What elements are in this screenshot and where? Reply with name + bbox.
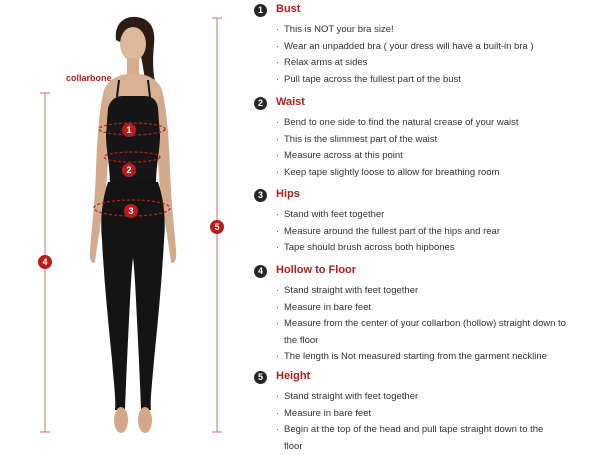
svg-text:3: 3: [128, 206, 133, 216]
list-item: · Keep tape slightly loose to allow for breathing room: [276, 165, 600, 182]
collarbone-label: collarbone: [66, 73, 112, 83]
marker-1: [122, 123, 136, 137]
section-title: Waist: [276, 96, 305, 108]
svg-text:1: 1: [126, 125, 131, 135]
list-item: · This is the slimmest part of the waist: [276, 132, 600, 149]
section-title: Hollow to Floor: [276, 264, 356, 276]
measurement-figure-panel: [0, 0, 250, 449]
instruction-list: [276, 22, 600, 88]
list-item: · Begin at the top of the head and pull tape straight down to the: [276, 422, 600, 439]
marker-5: [210, 220, 224, 234]
list-item: · Bend to one side to find the natural crease of your waist: [276, 115, 600, 132]
right-foot: [138, 407, 152, 433]
model-figure-illustration: [0, 0, 250, 449]
list-item: · Measure in bare feet: [276, 300, 600, 317]
svg-text:4: 4: [42, 257, 47, 267]
list-item-continuation: floor: [276, 439, 600, 455]
svg-text:5: 5: [214, 222, 219, 232]
list-item: · The length is Not measured starting from the garment neckline: [276, 349, 600, 366]
marker-3: [124, 204, 138, 218]
list-item: · Measure in bare feet: [276, 406, 600, 423]
list-item: · Wear an unpadded bra ( your dress will have a built-in bra ): [276, 39, 600, 56]
face: [120, 27, 146, 61]
marker-2: [122, 163, 136, 177]
svg-text:2: 2: [126, 165, 131, 175]
marker-4: [38, 255, 52, 269]
instruction-list: [276, 207, 600, 257]
list-item: · Stand straight with feet together: [276, 283, 600, 300]
list-item: · Stand straight with feet together: [276, 389, 600, 406]
step-number-badge: 2: [254, 97, 267, 110]
left-foot: [114, 407, 128, 433]
instruction-list: [276, 389, 600, 455]
step-number-badge: 5: [254, 371, 267, 384]
list-item: · Measure around the fullest part of the hips and rear: [276, 224, 600, 241]
list-item: · This is NOT your bra size!: [276, 22, 600, 39]
list-item: · Pull tape across the fullest part of the bust: [276, 72, 600, 89]
section-title: Bust: [276, 3, 300, 15]
section-title: Hips: [276, 188, 300, 200]
list-item: · Relax arms at sides: [276, 55, 600, 72]
instruction-list: [276, 115, 600, 181]
step-number-badge: 3: [254, 189, 267, 202]
list-item: · Stand with feet together: [276, 207, 600, 224]
list-item: · Tape should brush across both hipbones: [276, 240, 600, 257]
step-number-badge: 4: [254, 265, 267, 278]
list-item: · Measure from the center of your collarbon (hollow) straight down to: [276, 316, 600, 333]
step-number-badge: 1: [254, 4, 267, 17]
list-item: · Measure across at this point: [276, 148, 600, 165]
instruction-list: [276, 283, 600, 366]
list-item-continuation: the floor: [276, 333, 600, 350]
section-title: Height: [276, 370, 310, 382]
